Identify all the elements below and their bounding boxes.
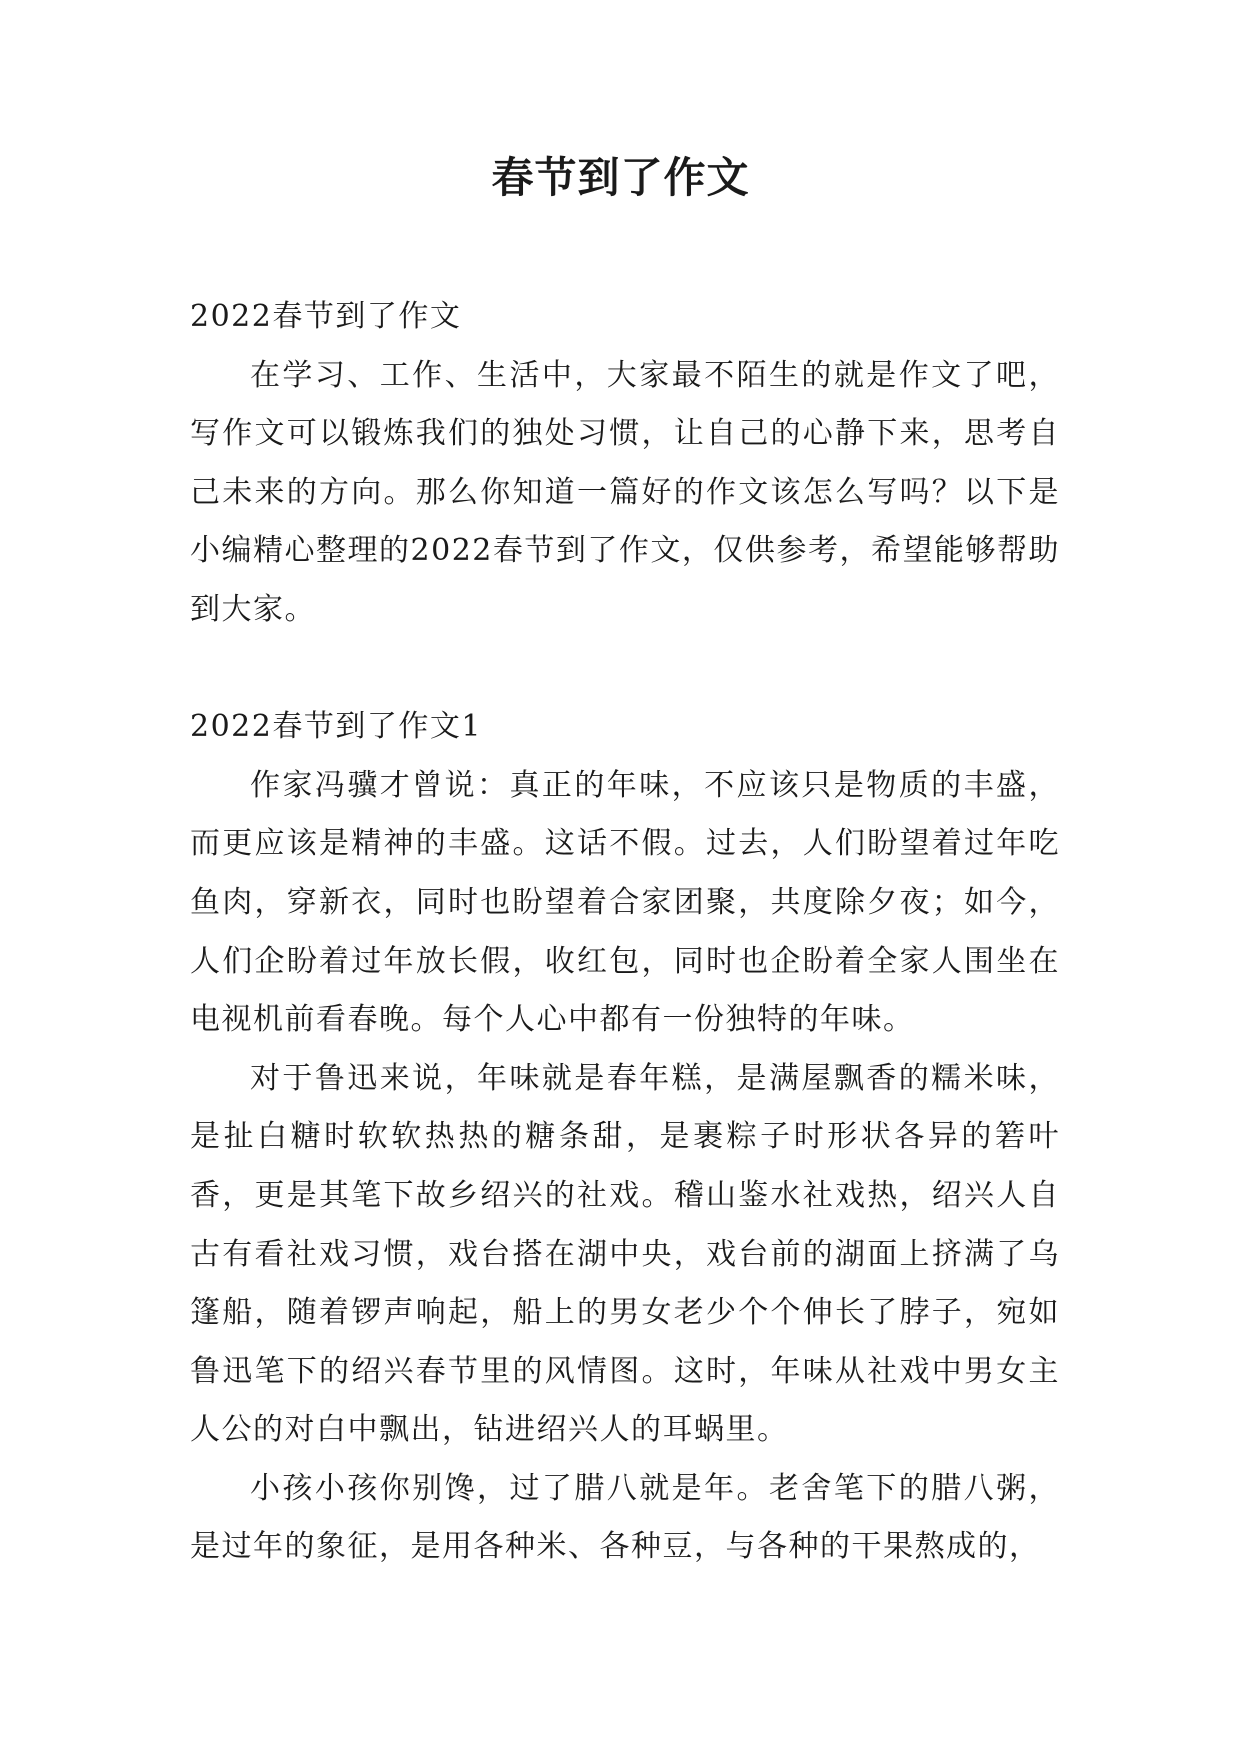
section-spacer [190, 640, 1060, 699]
essay-heading: 2022春节到了作文1 [190, 709, 482, 745]
document-title: 春节到了作文 [491, 153, 750, 202]
essay-paragraph: 作家冯骥才曾说：真正的年味，不应该只是物质的丰盛，而更应该是精神的丰盛。这话不假。过去，人们盼望着过年吃鱼肉，穿新衣，同时也盼望着合家团聚，共度除夕夜；如今，人们企盼着过年放长假，收红包，同时也企盼着全家人围坐在电视机前看春晚。每个人心中都有一份独特的年味。 [190, 767, 1060, 1038]
essay-paragraph: 对于鲁迅来说，年味就是春年糕，是满屋飘香的糯米味，是扯白糖时软软热热的糖条甜，是裹粽子时形状各异的箬叶香，更是其笔下故乡绍兴的社戏。稽山鉴水社戏热，绍兴人自古有看社戏习惯，戏台搭在湖中央，戏台前的湖面上挤满了乌篷船，随着锣声响起，船上的男女老少个个伸长了脖子，宛如鲁迅笔下的绍兴春节里的风情图。这时，年味从社戏中男女主人公的对白中飘出，钻进绍兴人的耳蜗里。 [190, 1060, 1060, 1448]
essay-paragraph: 小孩小孩你别馋，过了腊八就是年。老舍笔下的腊八粥，是过年的象征，是用各种米、各种豆，与各种的干果熬成的， [190, 1470, 1060, 1565]
document-body [190, 288, 1060, 1577]
intro-paragraph: 在学习、工作、生活中，大家最不陌生的就是作文了吧，写作文可以锻炼我们的独处习惯，让自己的心静下来，思考自己未来的方向。那么你知道一篇好的作文该怎么写吗？以下是小编精心整理的2022春节到了作文，仅供参考，希望能够帮助到大家。 [190, 357, 1060, 627]
intro-heading: 2022春节到了作文 [190, 299, 462, 334]
